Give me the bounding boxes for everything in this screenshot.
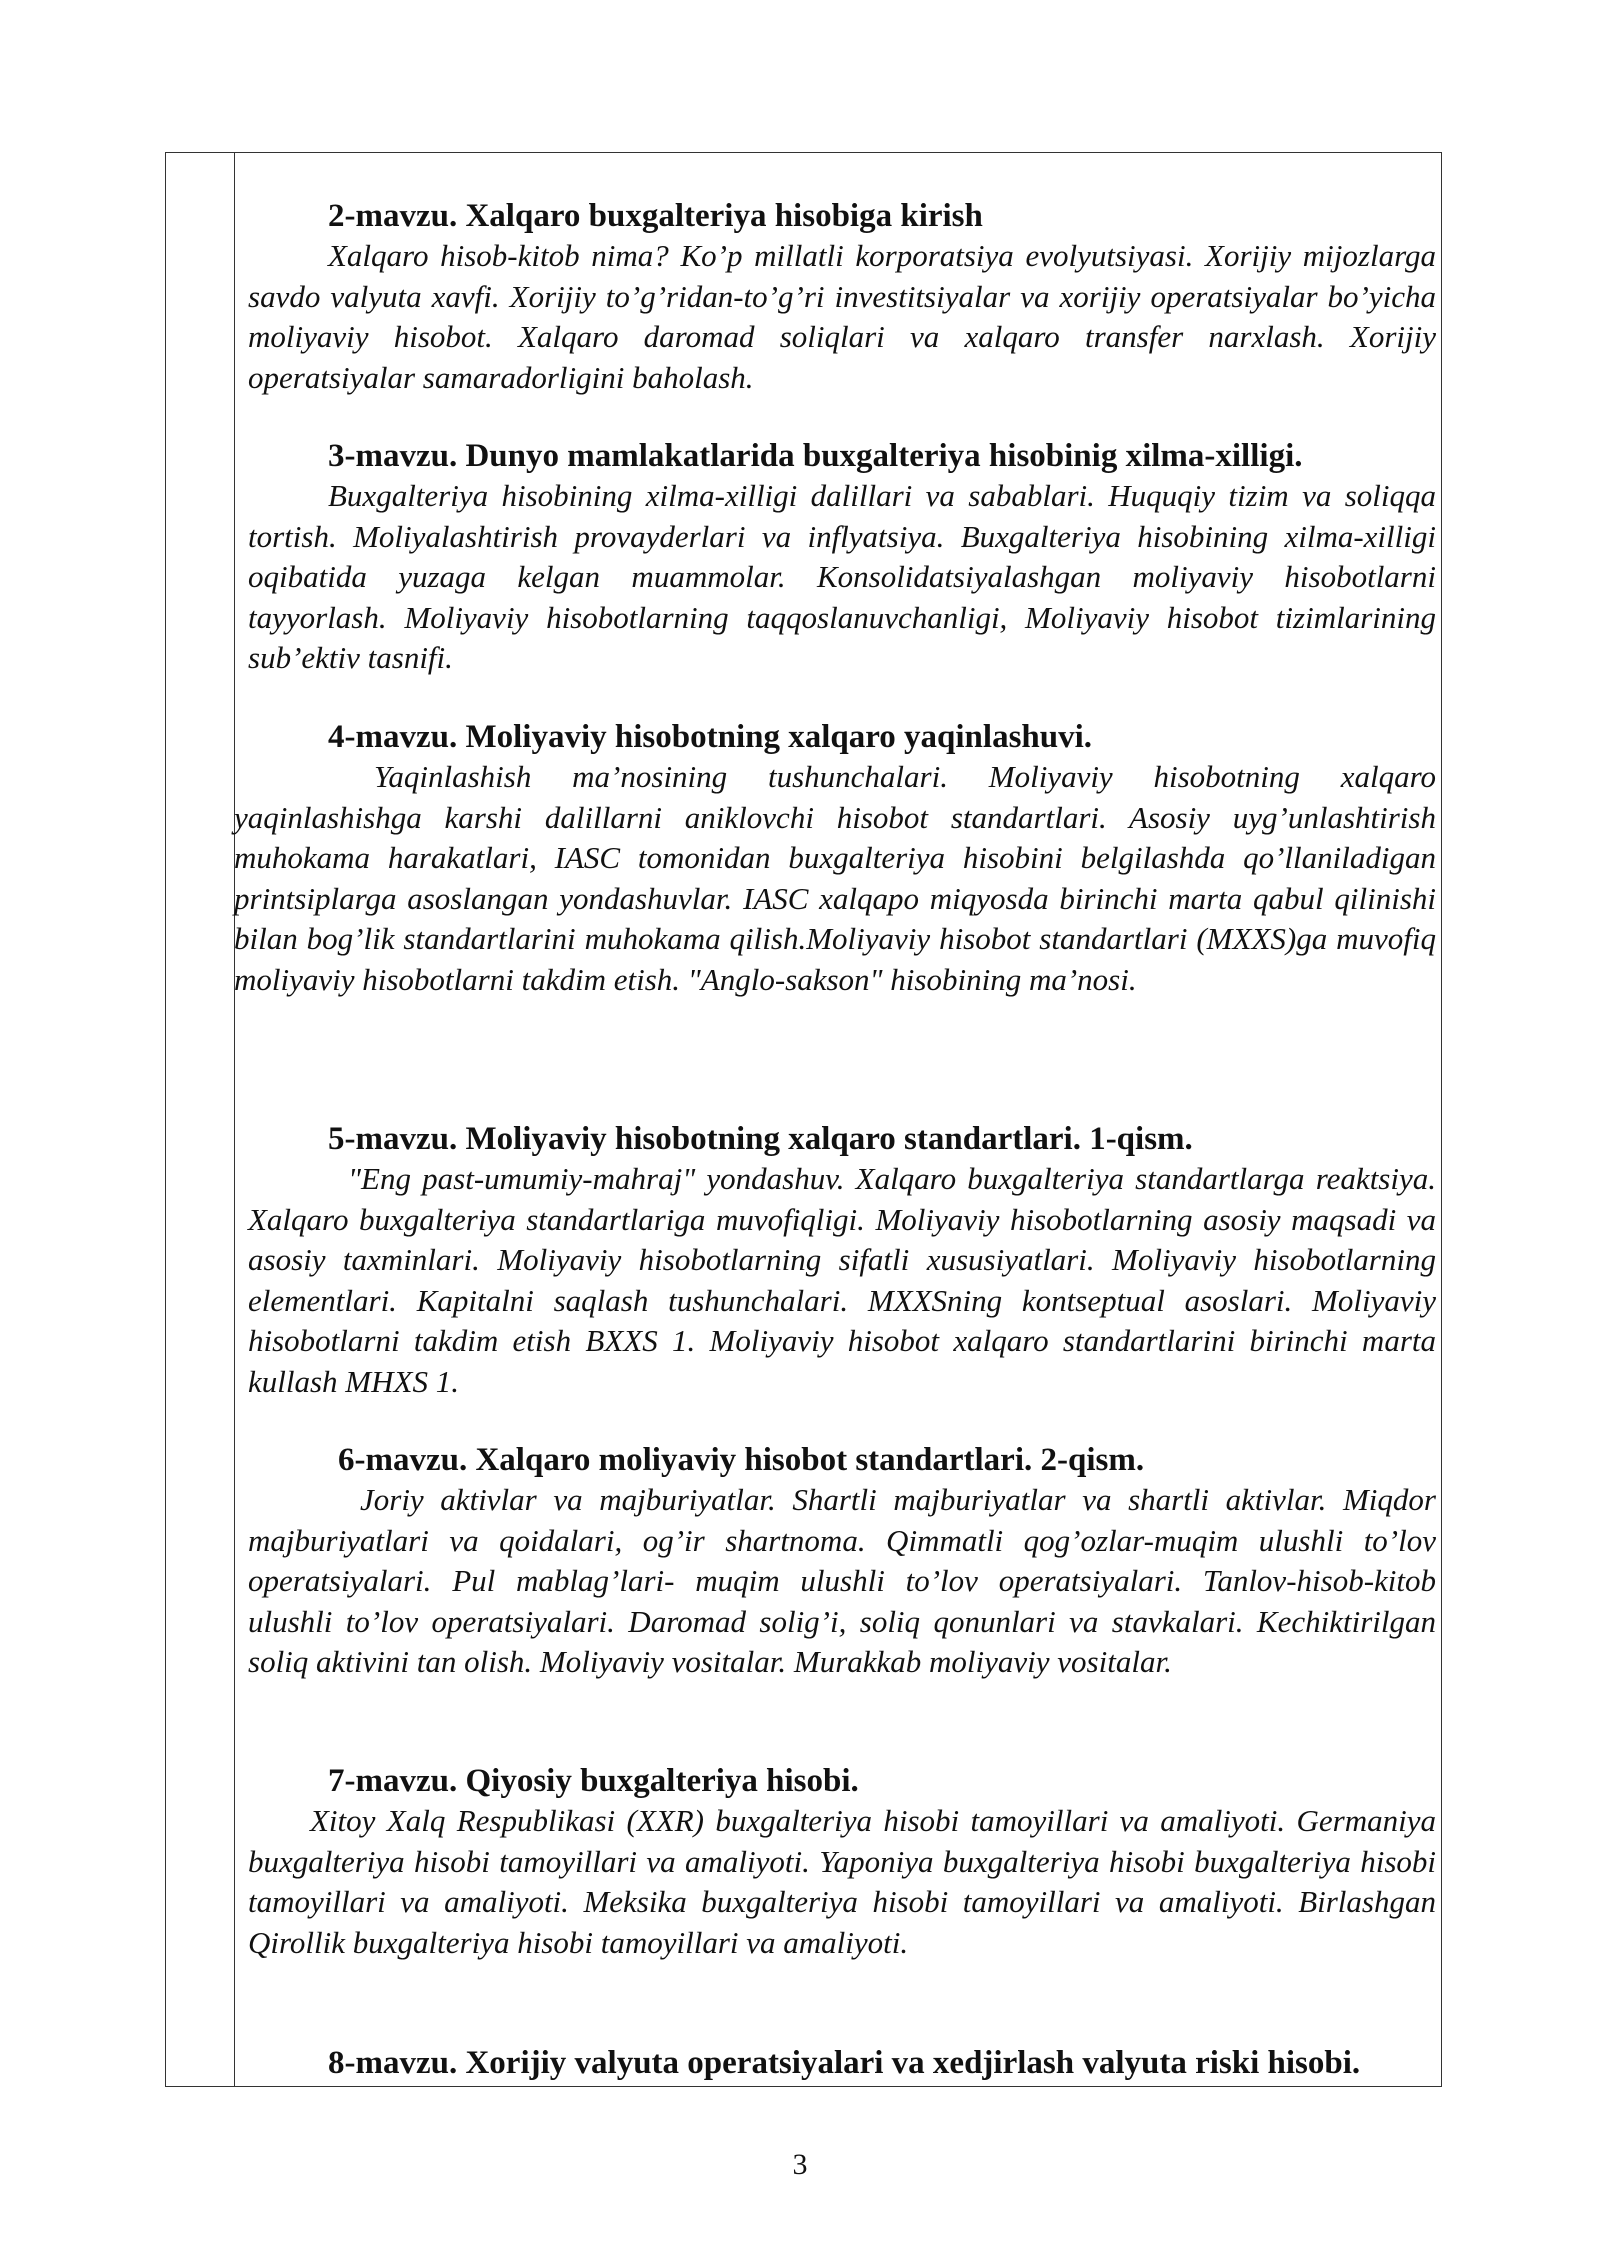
topic-body: Xitoy Xalq Respublikasi (XXR) buxgalteriya hisobi tamoyillari va amaliyoti. Germaniya buxgalteriya hisobi tamoyillari va amaliyoti. Yaponiya buxgalteriya hisobi buxgalteriya hisobi tamoyillari va amaliyoti. Meksika buxgalteriya hisobi tamoyillari va amaliyoti. Birlashgan Qirollik buxgalteriya hisobi tamoyillari va amaliyoti. [248,1803,1436,1960]
topic-body: "Eng past-umumiy-mahraj" yondashuv. Xalqaro buxgalteriya standartlarga reaktsiya. Xalqaro buxgalteriya standartlariga muvofiqligi. Moliyaviy hisobotlarning asosiy maqsadi va asosiy taxminlari. Moliyaviy hisobotlarning sifatli xususiyatlari. Moliyaviy hisobotlarning elementlari. Kapitalni saqlash tushunchalari. MXXSning kontseptual asoslari. Moliyaviy hisobotlarni takdim etish BXXS 1. Moliyaviy hisobot xalqaro standartlarini birinchi marta kullash MHXS 1. [248,1161,1436,1399]
page-number: 3 [792,2148,808,2181]
topic-heading: 7-mavzu. Qiyosiy buxgalteriya hisobi. [328,1763,859,1799]
topic-heading: 4-mavzu. Moliyaviy hisobotning xalqaro yaqinlashuvi. [328,719,1093,755]
topic-heading: 3-mavzu. Dunyo mamlakatlarida buxgalteriya hisobinig xilma-xilligi. [328,438,1303,474]
topic-heading: 8-mavzu. Xorijiy valyuta operatsiyalari va xedjirlash valyuta riski hisobi. [328,2045,1361,2081]
topic-7-body [248,1801,1436,1963]
topic-7 [236,1761,1441,1801]
topic-6 [236,1440,1441,1480]
topic-2-body [248,236,1436,398]
topic-body: Yaqinlashish ma’nosining tushunchalari. Moliyaviy hisobotning xalqaro yaqinlashishga karshi dalillarni aniklovchi hisobot standartlari. Asosiy uyg’unlashtirish muhokama harakatlari, IASC tomonidan buxgalteriya hisobini belgilashda qo’llaniladigan printsiplarga asoslangan yondashuvlar. IASC xalqapo miqyosda birinchi marta qabul qilinishi bilan bog’lik standartlarini muhokama qilish.Moliyaviy hisobot standartlari (MXXS)ga muvofiq moliyaviy hisobotlarni takdim etish. "Anglo-sakson" hisobining ma’nosi. [234,759,1436,997]
topic-heading: 5-mavzu. Moliyaviy hisobotning xalqaro standartlari. 1-qism. [328,1121,1193,1157]
topic-body: Xalqaro hisob-kitob nima? Ko’p millatli korporatsiya evolyutsiyasi. Xorijiy mijozlarga savdo valyuta xavfi. Xorijiy to’g’ridan-to’g’ri investitsiyalar va xorijiy operatsiyalar bo’yicha moliyaviy hisobot. Xalqaro daromad soliqlari va xalqaro transfer narxlash. Xorijiy operatsiyalar samaradorligini baholash. [248,238,1436,395]
page-frame [165,152,1442,2087]
topic-6-body [248,1480,1436,1683]
topic-heading: 2-mavzu. Xalqaro buxgalteriya hisobiga kirish [328,198,983,234]
topic-4 [236,717,1441,757]
topic-heading: 6-mavzu. Xalqaro moliyaviy hisobot standartlari. 2-qism. [338,1442,1145,1478]
topic-5-body [248,1159,1436,1402]
topic-3-body [248,476,1436,679]
topic-body: Buxgalteriya hisobining xilma-xilligi dalillari va sabablari. Huquqiy tizim va soliqqa tortish. Moliyalashtirish provayderlari va inflyatsiya. Buxgalteriya hisobining xilma-xilligi oqibatida yuzaga kelgan muammolar. Konsolidatsiyalashgan moliyaviy hisobotlarni tayyorlash. Moliyaviy hisobotlarning taqqoslanuvchanligi, Moliyaviy hisobot tizimlarining sub’ektiv tasnifi. [248,478,1436,675]
topic-body: Joriy aktivlar va majburiyatlar. Shartli majburiyatlar va shartli aktivlar. Miqdor majburiyatlari va qoidalari, og’ir shartnoma. Qimmatli qog’ozlar-muqim ulushli to’lov operatsiyalari. Pul mablag’lari- muqim ulushli to’lov operatsiyalari. Tanlov-hisob-kitob ulushli to’lov operatsiyalari. Daromad solig’i, soliq qonunlari va stavkalari. Kechiktirilgan soliq aktivini tan olish. Moliyaviy vositalar. Murakkab moliyaviy vositalar. [248,1482,1436,1679]
topic-4-body [234,757,1436,1000]
topic-3 [236,436,1441,476]
topic-2 [236,196,1438,236]
topic-5 [236,1119,1441,1159]
content-column [236,153,1441,2086]
topic-8 [236,2043,1441,2083]
left-margin-column [166,153,235,2086]
